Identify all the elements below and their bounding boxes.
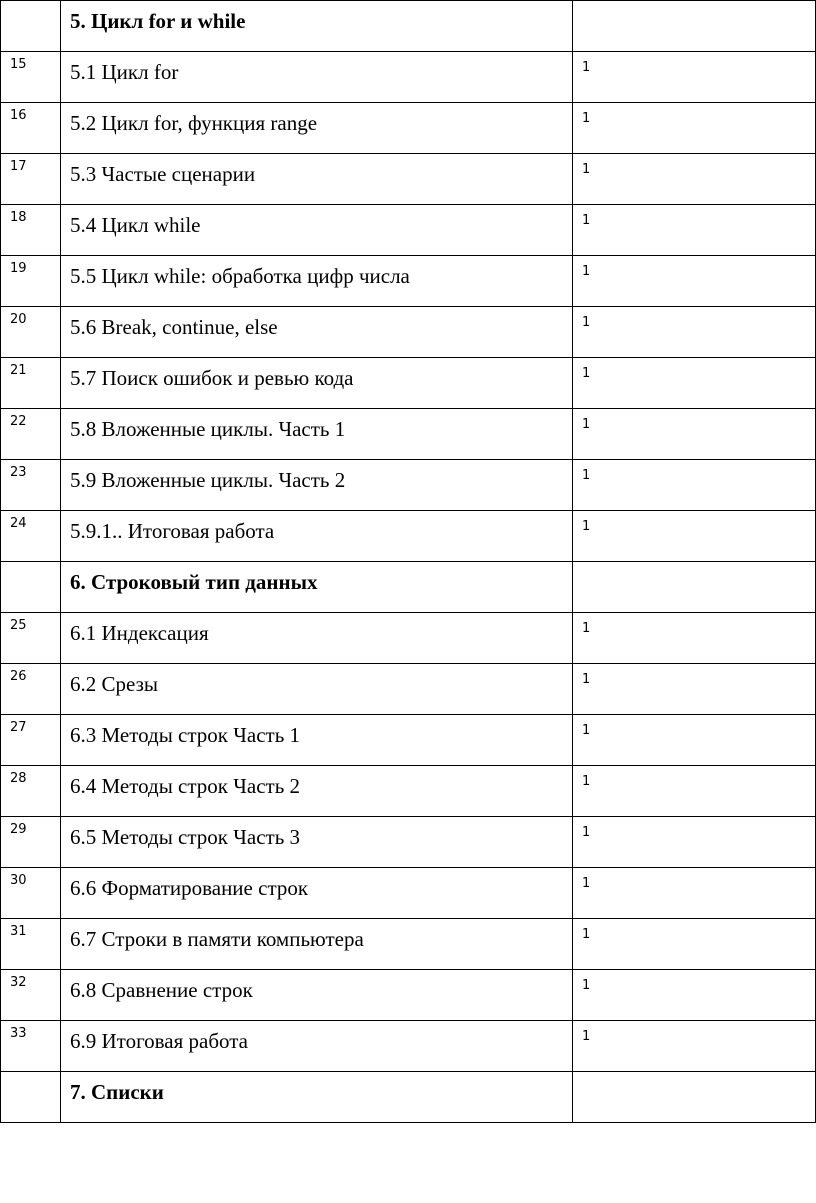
- lesson-title: 5.2 Цикл for, функция range: [61, 103, 573, 154]
- lesson-title: 5.4 Цикл while: [61, 205, 573, 256]
- lesson-hours: 1: [573, 868, 816, 919]
- lesson-row: [1, 1021, 816, 1072]
- lesson-number: 33: [1, 1021, 61, 1072]
- lesson-title: 5.8 Вложенные циклы. Часть 1: [61, 409, 573, 460]
- section-header-row: [1, 562, 816, 613]
- lesson-hours: 1: [573, 817, 816, 868]
- lesson-number: 29: [1, 817, 61, 868]
- lesson-title: 6.4 Методы строк Часть 2: [61, 766, 573, 817]
- lesson-row: [1, 307, 816, 358]
- lesson-number: 19: [1, 256, 61, 307]
- lesson-hours: 1: [573, 409, 816, 460]
- lesson-number: [1, 562, 61, 613]
- lesson-hours: 1: [573, 970, 816, 1021]
- lesson-hours: 1: [573, 154, 816, 205]
- lesson-row: [1, 664, 816, 715]
- lesson-number: 18: [1, 205, 61, 256]
- lesson-title: 5.1 Цикл for: [61, 52, 573, 103]
- lesson-number: 24: [1, 511, 61, 562]
- section-header-row: [1, 1, 816, 52]
- lesson-title: 5.7 Поиск ошибок и ревью кода: [61, 358, 573, 409]
- lesson-title: 6.9 Итоговая работа: [61, 1021, 573, 1072]
- lesson-hours: 1: [573, 715, 816, 766]
- lesson-number: 28: [1, 766, 61, 817]
- lesson-number: 23: [1, 460, 61, 511]
- lesson-number: 21: [1, 358, 61, 409]
- lesson-row: [1, 154, 816, 205]
- lesson-number: 32: [1, 970, 61, 1021]
- lesson-hours: [573, 562, 816, 613]
- lesson-number: 20: [1, 307, 61, 358]
- lesson-number: 26: [1, 664, 61, 715]
- lesson-row: [1, 511, 816, 562]
- curriculum-table-body: [1, 1, 816, 1123]
- lesson-row: [1, 766, 816, 817]
- lesson-hours: 1: [573, 358, 816, 409]
- lesson-hours: 1: [573, 664, 816, 715]
- lesson-number: 25: [1, 613, 61, 664]
- lesson-hours: 1: [573, 1021, 816, 1072]
- lesson-title: 6.3 Методы строк Часть 1: [61, 715, 573, 766]
- lesson-hours: 1: [573, 460, 816, 511]
- lesson-title: 5.3 Частые сценарии: [61, 154, 573, 205]
- section-title: 7. Списки: [61, 1072, 573, 1123]
- lesson-hours: [573, 1, 816, 52]
- lesson-row: [1, 970, 816, 1021]
- lesson-row: [1, 256, 816, 307]
- lesson-title: 5.5 Цикл while: обработка цифр числа: [61, 256, 573, 307]
- lesson-title: 6.7 Строки в памяти компьютера: [61, 919, 573, 970]
- lesson-title: 6.6 Форматирование строк: [61, 868, 573, 919]
- lesson-number: [1, 1072, 61, 1123]
- section-title: 5. Цикл for и while: [61, 1, 573, 52]
- lesson-row: [1, 103, 816, 154]
- lesson-hours: 1: [573, 613, 816, 664]
- lesson-row: [1, 358, 816, 409]
- lesson-number: 31: [1, 919, 61, 970]
- lesson-number: 30: [1, 868, 61, 919]
- lesson-row: [1, 460, 816, 511]
- lesson-number: 27: [1, 715, 61, 766]
- lesson-title: 6.8 Сравнение строк: [61, 970, 573, 1021]
- lesson-title: 6.1 Индексация: [61, 613, 573, 664]
- lesson-hours: 1: [573, 52, 816, 103]
- lesson-number: 16: [1, 103, 61, 154]
- lesson-row: [1, 52, 816, 103]
- lesson-title: 5.9.1.. Итоговая работа: [61, 511, 573, 562]
- lesson-number: 22: [1, 409, 61, 460]
- lesson-row: [1, 409, 816, 460]
- lesson-hours: 1: [573, 103, 816, 154]
- lesson-row: [1, 919, 816, 970]
- lesson-number: 17: [1, 154, 61, 205]
- lesson-row: [1, 868, 816, 919]
- lesson-title: 6.2 Срезы: [61, 664, 573, 715]
- lesson-row: [1, 205, 816, 256]
- lesson-hours: 1: [573, 511, 816, 562]
- lesson-title: 6.5 Методы строк Часть 3: [61, 817, 573, 868]
- lesson-number: [1, 1, 61, 52]
- lesson-hours: 1: [573, 766, 816, 817]
- lesson-title: 5.6 Break, continue, else: [61, 307, 573, 358]
- lesson-title: 5.9 Вложенные циклы. Часть 2: [61, 460, 573, 511]
- lesson-hours: 1: [573, 256, 816, 307]
- lesson-number: 15: [1, 52, 61, 103]
- lesson-row: [1, 613, 816, 664]
- section-title: 6. Строковый тип данных: [61, 562, 573, 613]
- lesson-hours: [573, 1072, 816, 1123]
- section-header-row: [1, 1072, 816, 1123]
- lesson-hours: 1: [573, 307, 816, 358]
- lesson-row: [1, 715, 816, 766]
- lesson-hours: 1: [573, 919, 816, 970]
- lesson-row: [1, 817, 816, 868]
- lesson-hours: 1: [573, 205, 816, 256]
